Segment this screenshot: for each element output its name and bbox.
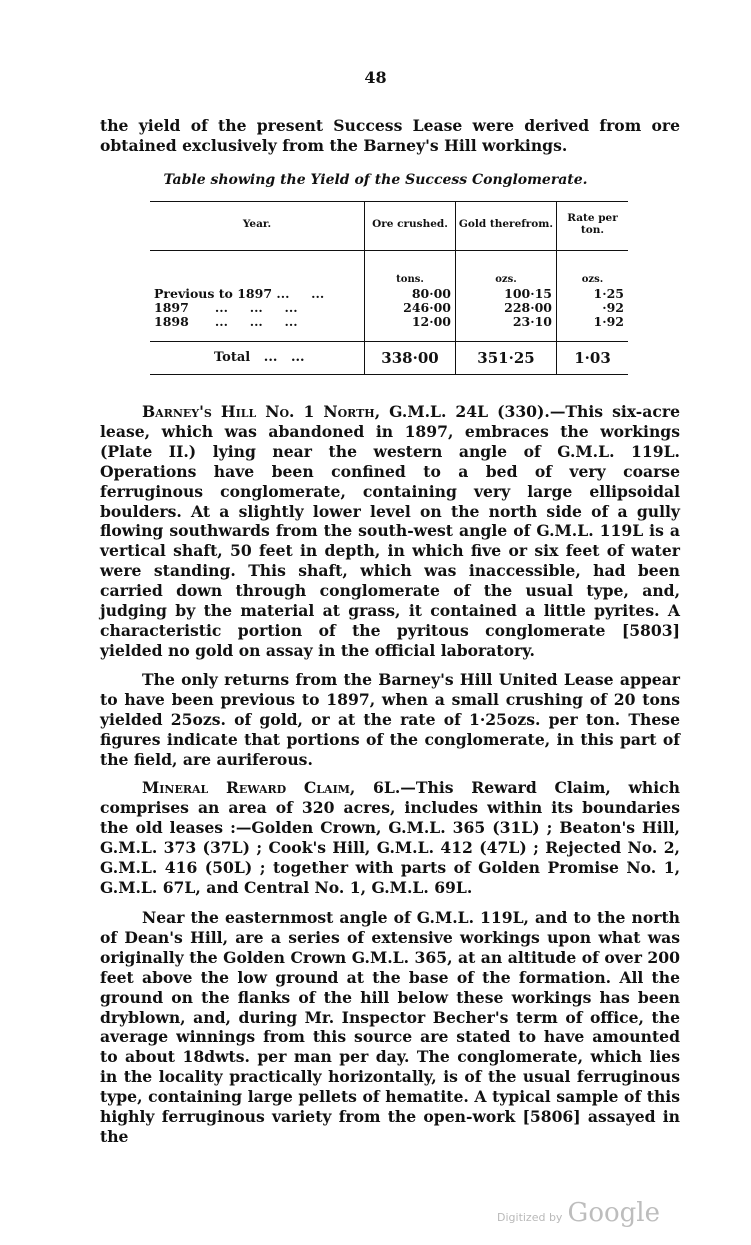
total-label: Total ... ...: [214, 350, 305, 365]
paragraph-body: 6L.—This Reward Claim, which comprises an area of 320 acres, includes within its boundaries the old leases :—Golden Crown, G.M.L. 365 (31L) ; Beaton's Hill, G.M.L. 373 (37L) ; Cook's Hill, G.M.L. 412 (47L) ; Rejected No. 2, G.M.L. 416 (50L) ; together with parts of Golden Promise No. 1, G.M.L. 67L, and Central No. 1, G.M.L. 69L.: [100, 778, 680, 897]
row-year: Previous to 1897 ... ...: [154, 286, 325, 301]
google-watermark: [497, 1198, 660, 1228]
row-ore: 12·00: [365, 315, 456, 342]
unit-rate: ozs.: [557, 251, 629, 288]
section-heading: Mineral Reward Claim,: [142, 778, 356, 797]
total-row: [150, 342, 628, 375]
row-rate: 1·92: [557, 315, 629, 342]
unit-ore: tons.: [365, 251, 456, 288]
table-row: [150, 315, 628, 342]
table-row: [150, 287, 628, 301]
row-gold: 228·00: [456, 301, 557, 315]
row-rate: 1·25: [557, 287, 629, 301]
header-rate: Rate per ton.: [557, 202, 629, 251]
row-gold: 23·10: [456, 315, 557, 342]
header-gold: Gold therefrom.: [456, 202, 557, 251]
unit-gold: ozs.: [456, 251, 557, 288]
row-gold: 100·15: [456, 287, 557, 301]
paragraph-barneys-hill: [100, 402, 680, 661]
row-year: 1898 ... ... ...: [154, 314, 298, 329]
total-rate: 1·03: [557, 342, 629, 375]
total-gold: 351·25: [456, 342, 557, 375]
intro-paragraph: the yield of the present Success Lease were derived from ore obtained exclusively from the Barney's Hill workings.: [100, 116, 680, 155]
paragraph-returns: The only returns from the Barney's Hill United Lease appear to have been previous to 1897, when a small crushing of 20 tons yielded 25ozs. of gold, or at the rate of 1·25ozs. per ton. These figures indicate that portions of the conglomerate, in this part of the field, are auriferous.: [100, 670, 680, 769]
page-number: 48: [364, 68, 387, 87]
row-ore: 80·00: [365, 287, 456, 301]
google-logo: Google: [567, 1198, 660, 1228]
table-row: [150, 301, 628, 315]
header-year: Year.: [242, 218, 272, 230]
paragraph-mineral-reward: [100, 778, 680, 897]
row-year: 1897 ... ... ...: [154, 300, 298, 315]
row-ore: 246·00: [365, 301, 456, 315]
table-caption: Table showing the Yield of the Success Conglomerate.: [163, 172, 588, 188]
row-rate: ·92: [557, 301, 629, 315]
yield-table: [150, 201, 628, 375]
section-heading: Barney's Hill No. 1 North,: [142, 402, 381, 421]
paragraph-body: G.M.L. 24L (330).—This six-acre lease, which was abandoned in 1897, embraces the workings (Plate II.) lying near the western angle of G.M.L. 119L. Operations have been confined to a bed of very coarse ferruginous conglomerate, containing very large ellipsoidal boulders. At a slightly lower level on the north side of a gully flowing southwards from the south-west angle of G.M.L. 119L is a vertical shaft, 50 feet in depth, in which five or six feet of water were standing. This shaft, which was inaccessible, had been carried down through conglomerate of the usual type, and, judging by the material at grass, it contained a little pyrites. A characteristic portion of the pyritous conglomerate [5803] yielded no gold on assay in the official laboratory.: [100, 402, 680, 660]
digitized-label: Digitized by: [497, 1211, 563, 1224]
total-ore: 338·00: [365, 342, 456, 375]
paragraph-golden-crown: Near the easternmost angle of G.M.L. 119L, and to the north of Dean's Hill, are a series of extensive workings upon what was originally the Golden Crown G.M.L. 365, at an altitude of over 200 feet above the low ground at the base of the formation. All the ground on the flanks of the hill below these workings has been dryblown, and, during Mr. Inspector Becher's term of office, the average winnings from this source are stated to have amounted to about 18dwts. per man per day. The conglomerate, which lies in the locality practically horizontally, is of the usual ferruginous type, containing large pellets of hematite. A typical sample of this highly ferruginous variety from the open-work [5806] assayed in the: [100, 908, 680, 1146]
header-ore: Ore crushed.: [365, 202, 456, 251]
